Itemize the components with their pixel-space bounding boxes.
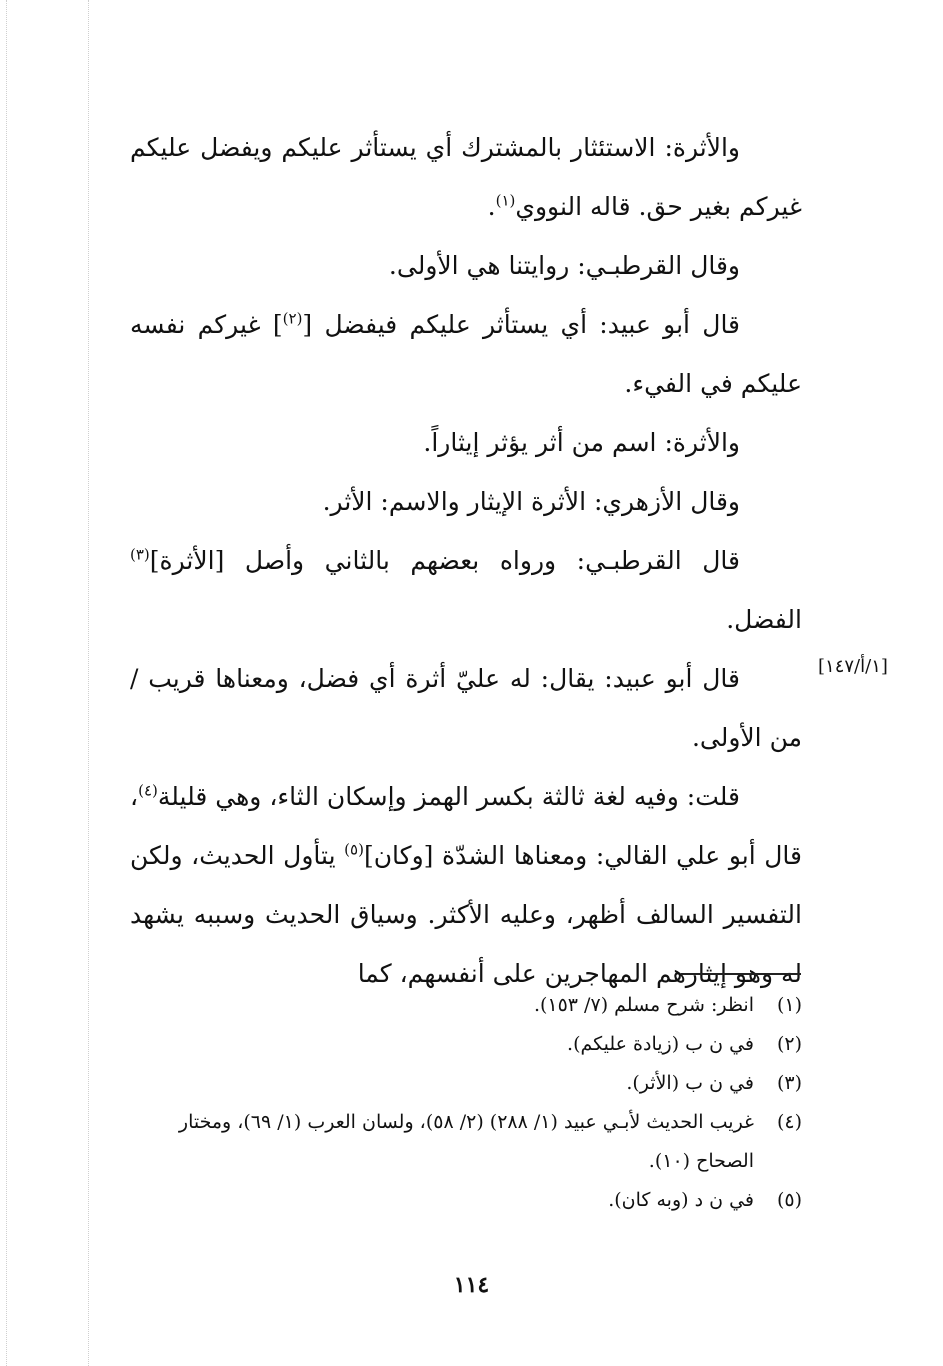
footnote-number: (١) <box>776 994 802 1016</box>
manuscript-folio-ref: [١/أ/١٤٧] <box>818 656 888 677</box>
paragraph: قلت: وفيه لغة ثالثة بكسر الهمز وإسكان الثاء، وهي قليلة$^{(٤)}$، قال أبو علي القالي: ومعناها الشدّة [وكان]$^{(٥)}$ يتأول الحديث، ولكن التفسير السالف أظهر، وعليه الأكثر. وسياق الحديث وسببه يشهد له وهو إيثارهم المهاجرين على أنفسهم، كما <box>130 781 802 988</box>
footnote-number: (٢) <box>776 1033 802 1055</box>
footnote-number: (٥) <box>776 1189 802 1211</box>
footnote-text: انظر: شرح مسلم (٧/ ١٥٣). <box>533 994 754 1016</box>
footnote-item <box>130 1064 802 1103</box>
footnotes <box>130 986 802 1220</box>
paragraph: قال القرطبـي: ورواه بعضهم بالثاني وأصل [الأثرة]$^{(٣)}$ الفضل. <box>130 545 802 634</box>
footnote-text: في ن ب (زيادة عليكم). <box>567 1033 754 1055</box>
footnote-ref: (٣) <box>130 545 150 564</box>
paragraph: قال أبو عبيد: يقال: له عليّ أثرة أي فضل، ومعناها قريب / من الأولى. <box>130 664 802 752</box>
main-text <box>130 118 802 1003</box>
footnote-number: (٤) <box>776 1111 802 1133</box>
footnote-ref: (٥) <box>344 840 364 859</box>
footnote-number: (٣) <box>776 1072 802 1094</box>
paragraph: وقال الأزهري: الأثرة الإيثار والاسم: الأثر. <box>322 487 740 516</box>
page-number: ١١٤ <box>453 1272 490 1298</box>
paragraph: والأثرة: الاستئثار بالمشترك أي يستأثر عليكم ويفضل عليكم غيركم بغير حق. قاله النووي$^{(١)}$. <box>130 133 802 221</box>
footnote-text: في ن د (وبه كان). <box>608 1189 754 1211</box>
footnote-divider <box>681 973 801 975</box>
scan-guide-line <box>6 0 7 1366</box>
paragraph: قال أبو عبيد: أي يستأثر عليكم فيفضل [$^{(٢)}$] غيركم نفسه عليكم في الفيء. <box>130 309 802 398</box>
footnote-text: في ن ب (الأثر). <box>626 1072 754 1094</box>
paragraph: والأثرة: اسم من أثر يؤثر إيثاراً. <box>423 428 740 457</box>
footnote-item <box>130 1025 802 1064</box>
footnote-ref: (١) <box>495 191 516 210</box>
footnote-item <box>130 1103 802 1181</box>
footnote-text: غريب الحديث لأبـي عبيد (١/ ٢٨٨) (٢/ ٥٨)، ولسان العرب (١/ ٦٩)، ومختار الصحاح (١٠). <box>178 1111 754 1172</box>
paragraph: وقال القرطبـي: روايتنا هي الأولى. <box>388 251 740 280</box>
footnote-ref: (٤) <box>138 781 158 800</box>
footnote-ref: (٢) <box>282 309 303 328</box>
scan-guide-line <box>88 0 89 1366</box>
footnote-item <box>130 986 802 1025</box>
footnote-item <box>130 1181 802 1220</box>
